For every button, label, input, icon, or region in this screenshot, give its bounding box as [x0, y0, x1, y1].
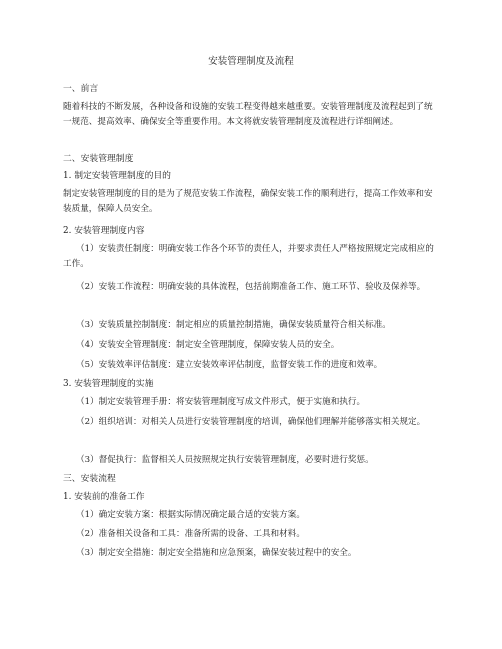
preface-paragraph: 随着科技的不断发展，各种设备和设施的安装工程变得越来越重要。安装管理制度及流程起到了统一规范、提高效率、确保安全等重要作用。本文将就安装管理制度及流程进行详细阐述。	[63, 102, 433, 127]
purpose-paragraph: 制定安装管理制度的目的是为了规范安装工作流程，确保安装工作的顺利进行，提高工作效率和安装质量，保障人员安全。	[63, 189, 433, 214]
preparation-item-1: （1）确定安装方案：根据实际情况确定最合适的安装方案。	[76, 510, 305, 520]
content-item-5: （5）安装效率评估制度：建立安装效率评估制度，监督安装工作的进度和效率。	[76, 360, 383, 370]
section-heading-preface: 一、前言	[63, 84, 99, 94]
subheading-preparation: 1. 安装前的准备工作	[63, 492, 145, 502]
subheading-purpose: 1. 制定安装管理制度的目的	[63, 171, 171, 181]
subheading-content: 2. 安装管理制度内容	[63, 226, 145, 236]
subheading-implementation: 3. 安装管理制度的实施	[63, 379, 154, 389]
content-item-4: （4）安装安全管理制度：制定安全管理制度，保障安装人员的安全。	[76, 340, 340, 350]
content-item-1: （1）安装责任制度：明确安装工作各个环节的责任人，并要求责任人严格按照规定完成相应的工作。	[63, 244, 434, 269]
section-heading-install-process: 三、安装流程	[63, 474, 116, 484]
implementation-item-2: （2）组织培训：对相关人员进行安装管理制度的培训，确保他们理解并能够落实相关规定。	[76, 417, 426, 427]
preparation-item-3: （3）制定安全措施：制定安全措施和应急预案，确保安装过程中的安全。	[76, 548, 357, 558]
content-item-2: （2）安装工作流程：明确安装的具体流程，包括前期准备工作、施工环节、验收及保养等。	[76, 282, 426, 292]
document-title: 安装管理制度及流程	[208, 56, 294, 67]
section-heading-install-management: 二、安装管理制度	[63, 154, 134, 164]
content-item-3: （3）安装质量控制制度：制定相应的质量控制措施，确保安装质量符合相关标准。	[76, 320, 391, 330]
implementation-item-1: （1）制定安装管理手册：将安装管理制度写成文件形式，便于实施和执行。	[76, 397, 366, 407]
implementation-item-3: （3）督促执行：监督相关人员按照规定执行安装管理制度，必要时进行奖惩。	[76, 455, 374, 465]
preparation-item-2: （2）准备相关设备和工具：准备所需的设备、工具和材料。	[76, 529, 305, 539]
